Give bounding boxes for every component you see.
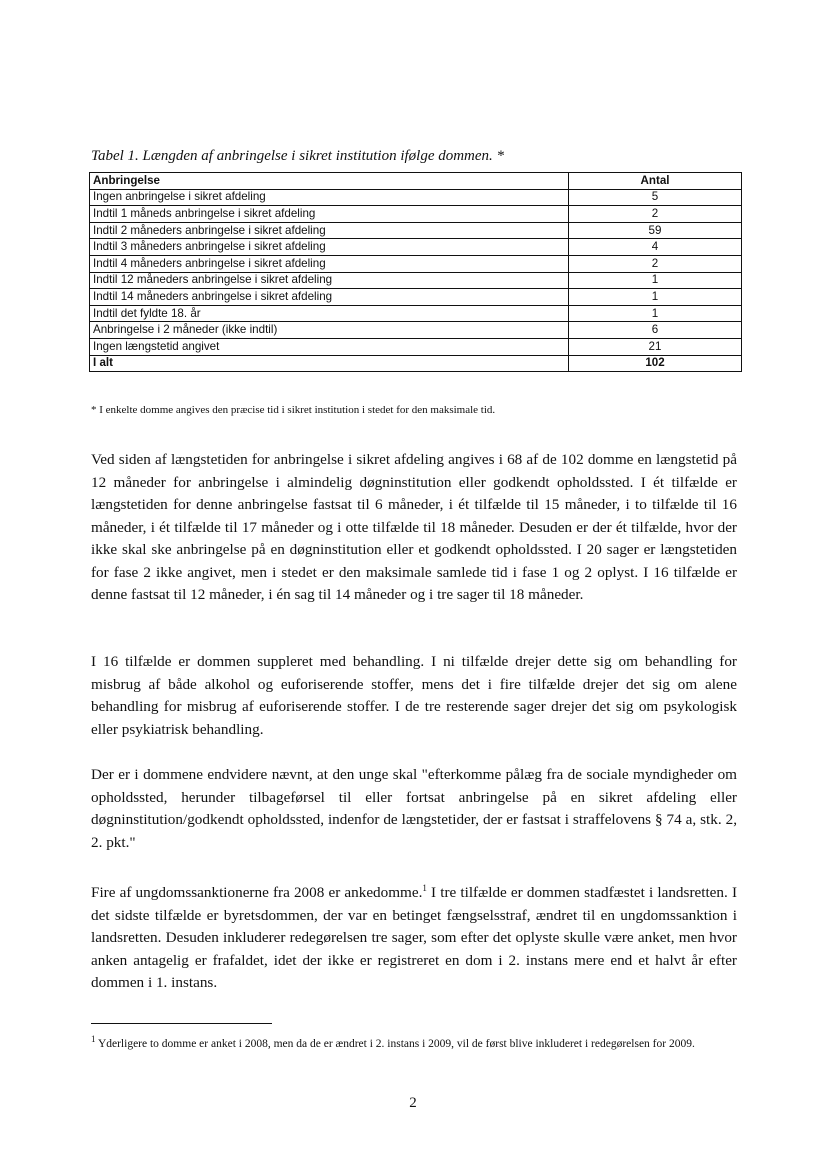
paragraph-4-rest: I tre tilfælde er dommen stadfæstet i landsretten. I det sidste tilfælde er byretsdommen, der var en betinget fængselsstraf, ændret til en ungdomssanktion i landsretten. Desuden inkluderer redegørelsen tre sager, som efter det oplyste skulle være anket, men hvor anken antagelig er frafaldet, idet der ikke er registreret en dom i 2. instans mere end et halvt år efter dommen i 1. instans. — [91, 884, 738, 992]
row-count: 6 — [569, 322, 742, 339]
row-count: 2 — [569, 255, 742, 272]
row-label: Indtil det fyldte 18. år — [90, 305, 569, 322]
total-label: I alt — [90, 355, 569, 372]
row-label: Indtil 14 måneders anbringelse i sikret afdeling — [90, 289, 569, 306]
table-total-row — [90, 355, 742, 372]
table-row — [90, 322, 742, 339]
table-row — [90, 239, 742, 256]
paragraph-3: Der er i dommene endvidere nævnt, at den unge skal "efterkomme pålæg fra de sociale myndigheder om opholdssted, herunder tilbageførsel til eller fortsat anbringelse på en sikret afdeling eller døgninstitution/godkendt opholdssted, indenfor de længstetider, der er fastsat i straffelovens § 74 a, stk. 2, 2. pkt." — [91, 766, 737, 851]
row-label: Ingen anbringelse i sikret afdeling — [90, 189, 569, 206]
paragraph-4-start: Fire af ungdomssanktionerne fra 2008 er ankedomme. — [91, 884, 423, 902]
row-count: 21 — [569, 338, 742, 355]
page-number: 2 — [409, 1095, 417, 1111]
row-label: Ingen længstetid angivet — [90, 338, 569, 355]
row-label: Anbringelse i 2 måneder (ikke indtil) — [90, 322, 569, 339]
table-row — [90, 255, 742, 272]
row-label: Indtil 2 måneders anbringelse i sikret afdeling — [90, 222, 569, 239]
table-row — [90, 222, 742, 239]
table-row — [90, 206, 742, 223]
table-row — [90, 289, 742, 306]
table-header-row — [90, 173, 742, 190]
footnote — [91, 1031, 737, 1053]
row-count: 5 — [569, 189, 742, 206]
row-count: 2 — [569, 206, 742, 223]
column-header-anbringelse: Anbringelse — [90, 173, 569, 190]
row-count: 4 — [569, 239, 742, 256]
row-count: 1 — [569, 272, 742, 289]
footnote-text: Yderligere to domme er anket i 2008, men da de er ændret i 2. instans i 2009, vil de først blive inkluderet i redegørelsen for 2009. — [95, 1037, 695, 1050]
footnote-divider — [91, 1023, 272, 1024]
table-row — [90, 272, 742, 289]
table-caption: Tabel 1. Længden af anbringelse i sikret institution ifølge dommen. * — [91, 148, 505, 164]
row-count: 1 — [569, 305, 742, 322]
table-note: * I enkelte domme angives den præcise tid i sikret institution i stedet for den maksimale tid. — [91, 404, 496, 416]
paragraph-4 — [91, 877, 737, 995]
table-row — [90, 305, 742, 322]
footnote-reference: 1 — [422, 883, 427, 893]
row-label: Indtil 12 måneders anbringelse i sikret afdeling — [90, 272, 569, 289]
paragraph-2: I 16 tilfælde er dommen suppleret med behandling. I ni tilfælde drejer dette sig om behandling for misbrug af både alkohol og euforiserende stoffer, mens det i fire tilfælde drejer det sig om alene behandling for misbrug af euforiserende stoffer. I de tre resterende sager drejer det sig om psykologisk eller psykiatrisk behandling. — [91, 653, 737, 738]
row-label: Indtil 4 måneders anbringelse i sikret afdeling — [90, 255, 569, 272]
anbringelse-table — [89, 172, 742, 372]
table-row — [90, 338, 742, 355]
total-count: 102 — [569, 355, 742, 372]
row-count: 59 — [569, 222, 742, 239]
row-label: Indtil 1 måneds anbringelse i sikret afdeling — [90, 206, 569, 223]
footnote-marker: 1 — [91, 1034, 96, 1044]
table-row — [90, 189, 742, 206]
column-header-antal: Antal — [569, 173, 742, 190]
row-count: 1 — [569, 289, 742, 306]
paragraph-1: Ved siden af længstetiden for anbringelse i sikret afdeling angives i 68 af de 102 domme en længstetid på 12 måneder for anbringelse i almindelig døgninstitution eller godkendt opholdssted. I ét tilfælde er længstetiden for denne anbringelse fastsat til 6 måneder, i ét tilfælde til 15 måneder, i to tilfælde til 16 måneder, i ét tilfælde til 17 måneder og i otte tilfælde til 18 måneder. Desuden er der ét tilfælde, hvor der ikke skal ske anbringelse på en døgninstitution eller et godkendt opholdssted. I 20 sager er længstetiden for fase 2 ikke angivet, men i stedet er den maksimale samlede tid i fase 1 og 2 oplyst. I 16 tilfælde er denne fastsat til 12 måneder, i én sag til 14 måneder og i tre sager til 18 måneder. — [91, 451, 737, 603]
row-label: Indtil 3 måneders anbringelse i sikret afdeling — [90, 239, 569, 256]
